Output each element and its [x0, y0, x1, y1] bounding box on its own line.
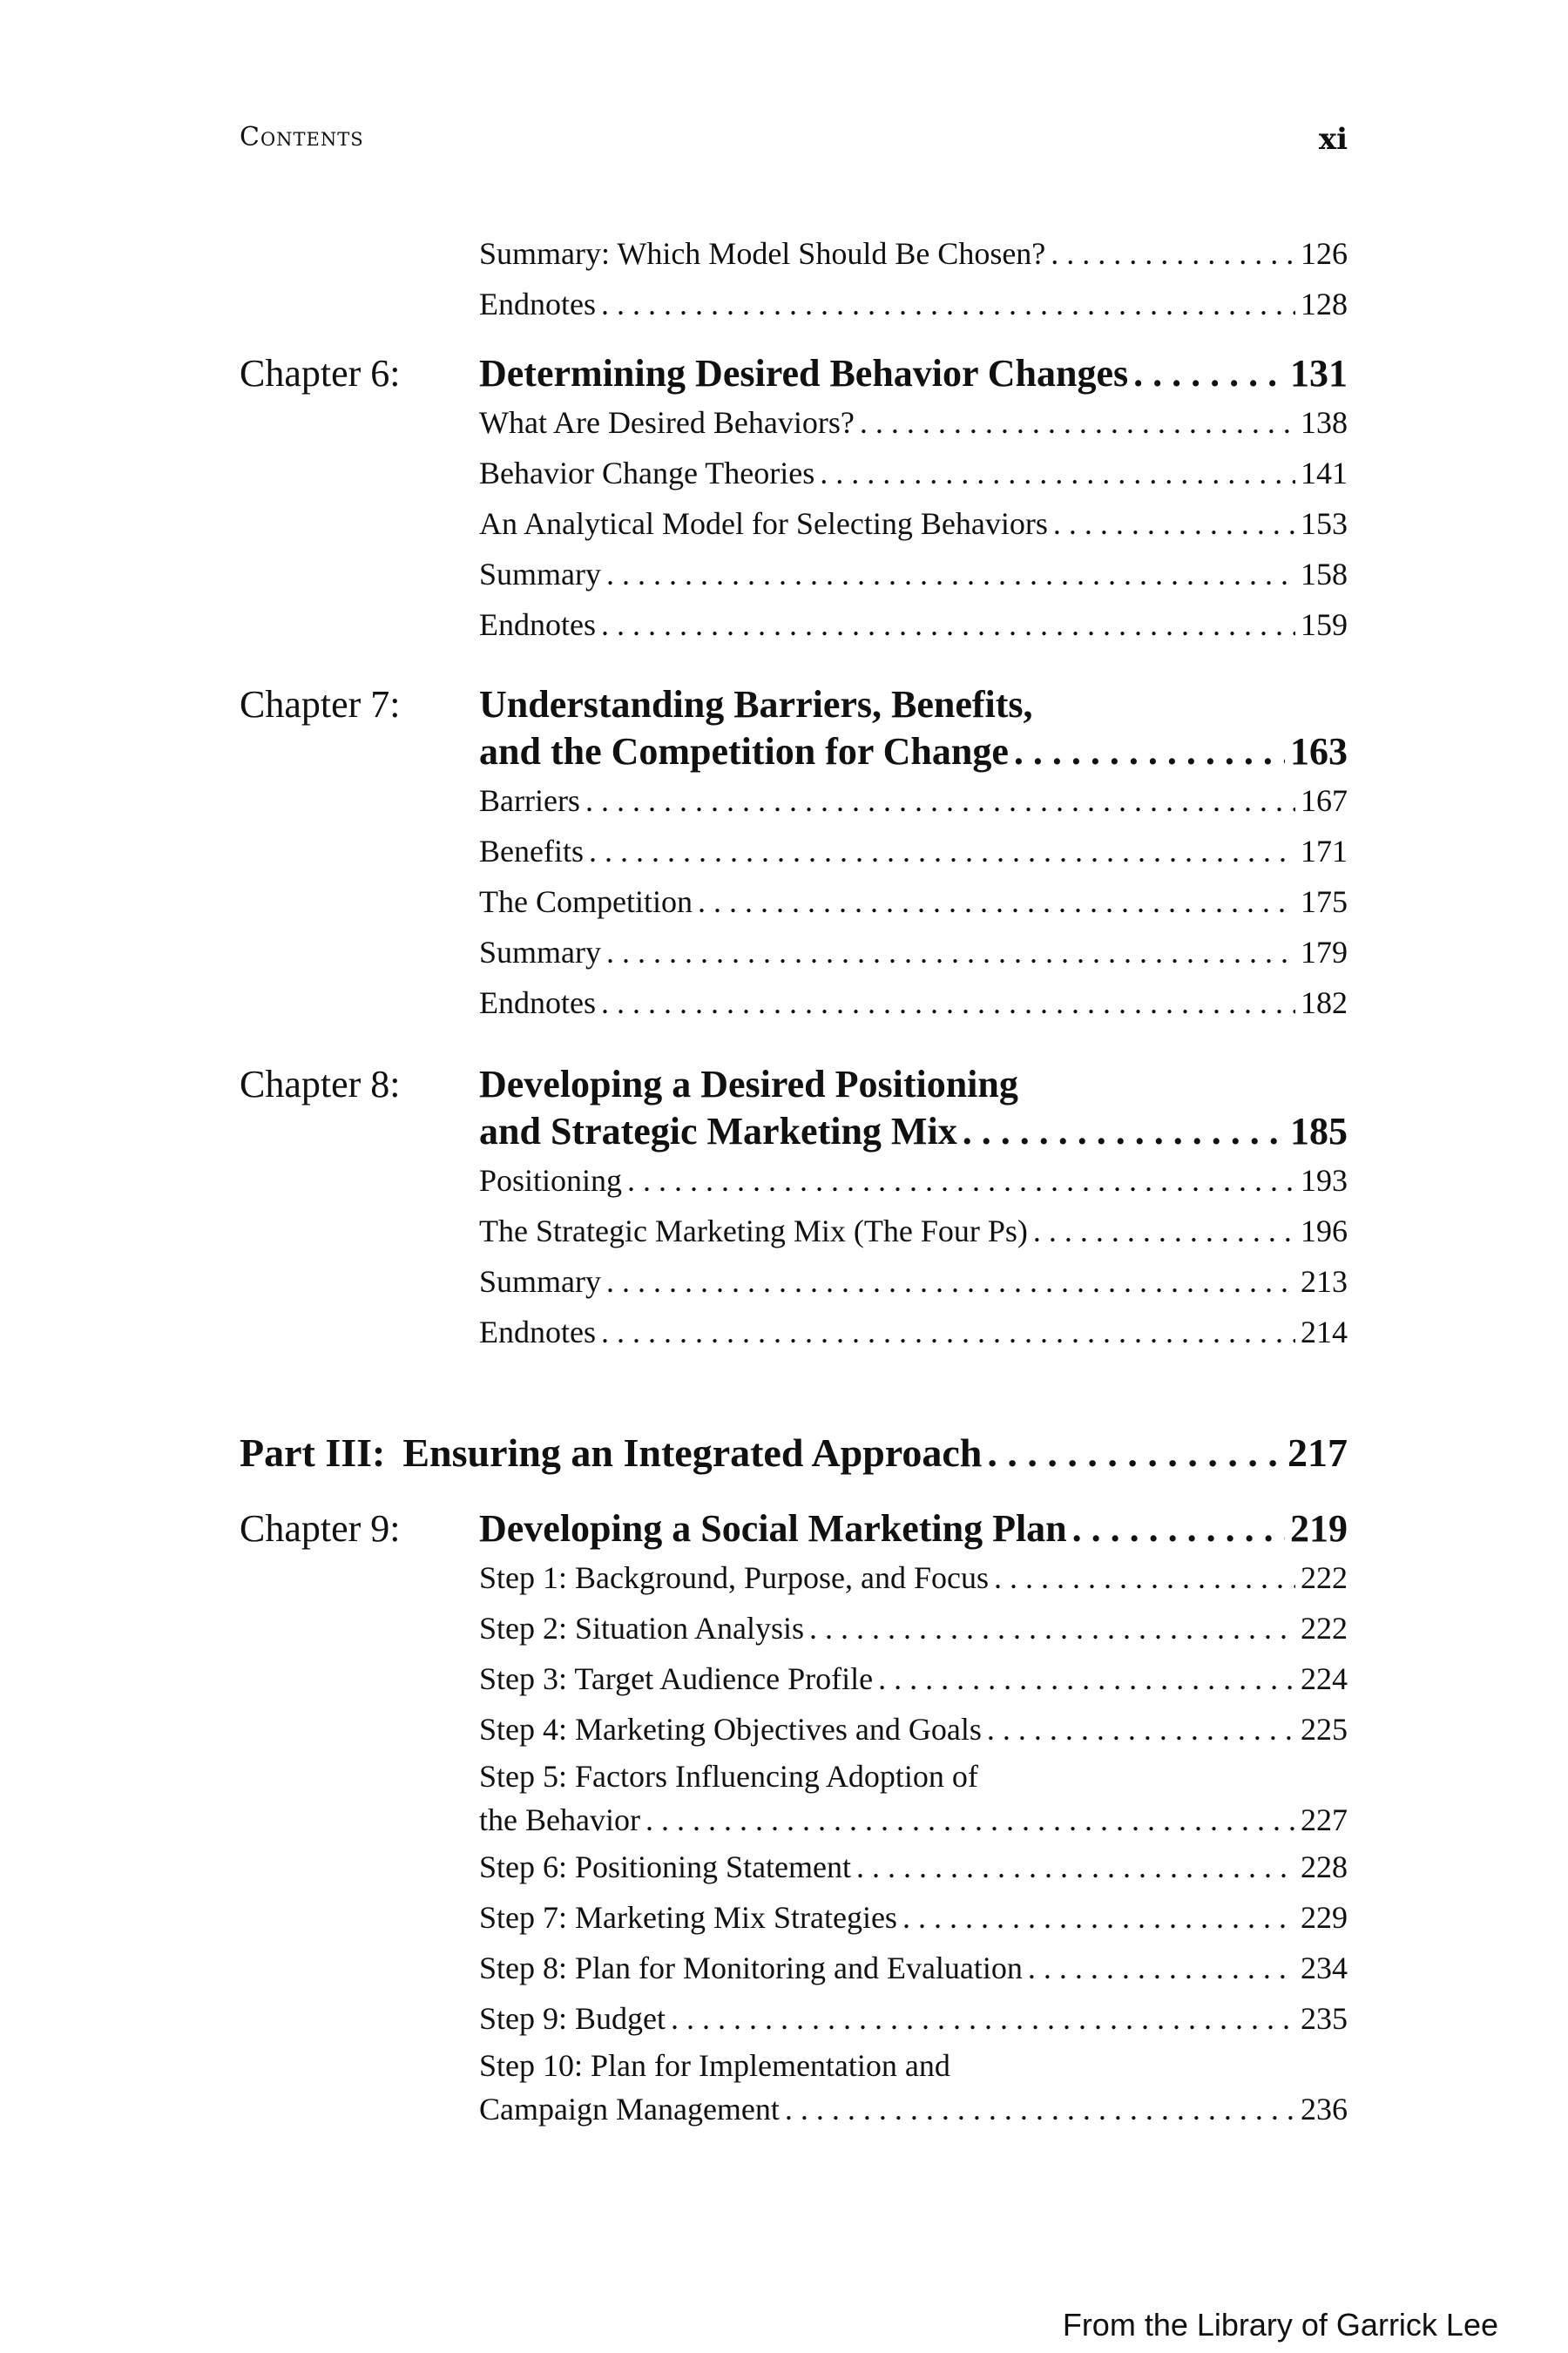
- toc-entry[interactable]: Summary: Which Model Should Be Chosen? . . . 126: [479, 228, 1348, 279]
- chapter-title[interactable]: and the Competition for Change . . . 163: [479, 728, 1348, 775]
- toc-entry[interactable]: Step 1: Background, Purpose, and Focus . . . 222: [479, 1552, 1348, 1603]
- running-header-title: Contents: [240, 122, 364, 152]
- toc-entry-line: Step 5: Factors Influencing Adoption of: [479, 1759, 978, 1794]
- chapter-6: [240, 350, 1348, 681]
- toc-entry[interactable]: Step 2: Situation Analysis . . . 222: [479, 1603, 1348, 1653]
- table-of-contents: [240, 228, 1348, 2131]
- toc-entry[interactable]: Step 7: Marketing Mix Strategies . . . 229: [479, 1892, 1348, 1943]
- toc-entry[interactable]: Behavior Change Theories . . . 141: [479, 448, 1348, 498]
- part-3: [240, 1427, 1348, 1505]
- toc-entry[interactable]: Summary . . . 213: [479, 1256, 1348, 1307]
- toc-entry[interactable]: Endnotes . . . 182: [479, 977, 1348, 1028]
- toc-entry[interactable]: An Analytical Model for Selecting Behaviors . . . 153: [479, 498, 1348, 549]
- toc-entry[interactable]: Endnotes . . . 128: [479, 279, 1348, 329]
- chapter-label: Chapter 6:: [240, 352, 401, 395]
- chapter-label: Chapter 7:: [240, 683, 401, 726]
- toc-entry[interactable]: What Are Desired Behaviors? . . . 138: [479, 397, 1348, 448]
- toc-entry[interactable]: Positioning . . . 193: [479, 1155, 1348, 1206]
- toc-entry[interactable]: Endnotes . . . 159: [479, 599, 1348, 650]
- chapter-label: Chapter 8:: [240, 1063, 401, 1106]
- chapter-title[interactable]: Determining Desired Behavior Changes . . . 131: [479, 350, 1348, 397]
- toc-entry[interactable]: The Strategic Marketing Mix (The Four Ps) . . . 196: [479, 1206, 1348, 1256]
- toc-entry[interactable]: Step 8: Plan for Monitoring and Evaluation . . . 234: [479, 1943, 1348, 1993]
- running-header: [240, 122, 1348, 174]
- toc-entry[interactable]: Benefits . . . 171: [479, 826, 1348, 876]
- part-label: Part III:: [240, 1430, 386, 1475]
- chapter-title[interactable]: Developing a Social Marketing Plan . . . 219: [479, 1505, 1348, 1552]
- chapter-title-line: Developing a Desired Positioning: [479, 1063, 1018, 1106]
- toc-entry[interactable]: the Behavior . . . 227: [479, 1798, 1348, 1842]
- toc-entry[interactable]: Step 9: Budget . . . 235: [479, 1993, 1348, 2044]
- toc-entry[interactable]: Step 3: Target Audience Profile . . . 224: [479, 1653, 1348, 1704]
- toc-entry[interactable]: Step 6: Positioning Statement . . . 228: [479, 1842, 1348, 1892]
- toc-entry[interactable]: Summary . . . 179: [479, 927, 1348, 977]
- toc-entry[interactable]: The Competition . . . 175: [479, 876, 1348, 927]
- chapter-title-line: Understanding Barriers, Benefits,: [479, 683, 1033, 726]
- toc-entry[interactable]: Campaign Management . . . 236: [479, 2087, 1348, 2131]
- chapter-7: [240, 681, 1348, 1061]
- toc-entry[interactable]: Barriers . . . 167: [479, 775, 1348, 826]
- toc-entry-line: Step 10: Plan for Implementation and: [479, 2048, 950, 2083]
- toc-entry[interactable]: Summary . . . 158: [479, 549, 1348, 599]
- chapter-title[interactable]: and Strategic Marketing Mix . . . 185: [479, 1108, 1348, 1155]
- toc-entry[interactable]: Endnotes . . . 214: [479, 1307, 1348, 1357]
- part-title[interactable]: Part III: Ensuring an Integrated Approach . . . 217: [240, 1427, 1348, 1479]
- library-footer: From the Library of Garrick Lee: [1062, 2307, 1498, 2343]
- toc-entry[interactable]: Step 4: Marketing Objectives and Goals . . . 225: [479, 1704, 1348, 1755]
- chapter-9: [240, 1505, 1348, 2131]
- part-name: Ensuring an Integrated Approach: [402, 1430, 983, 1475]
- page-number: xi: [1318, 122, 1348, 157]
- continued-entries: [240, 228, 1348, 331]
- chapter-label: Chapter 9:: [240, 1507, 401, 1550]
- chapter-8: [240, 1061, 1348, 1427]
